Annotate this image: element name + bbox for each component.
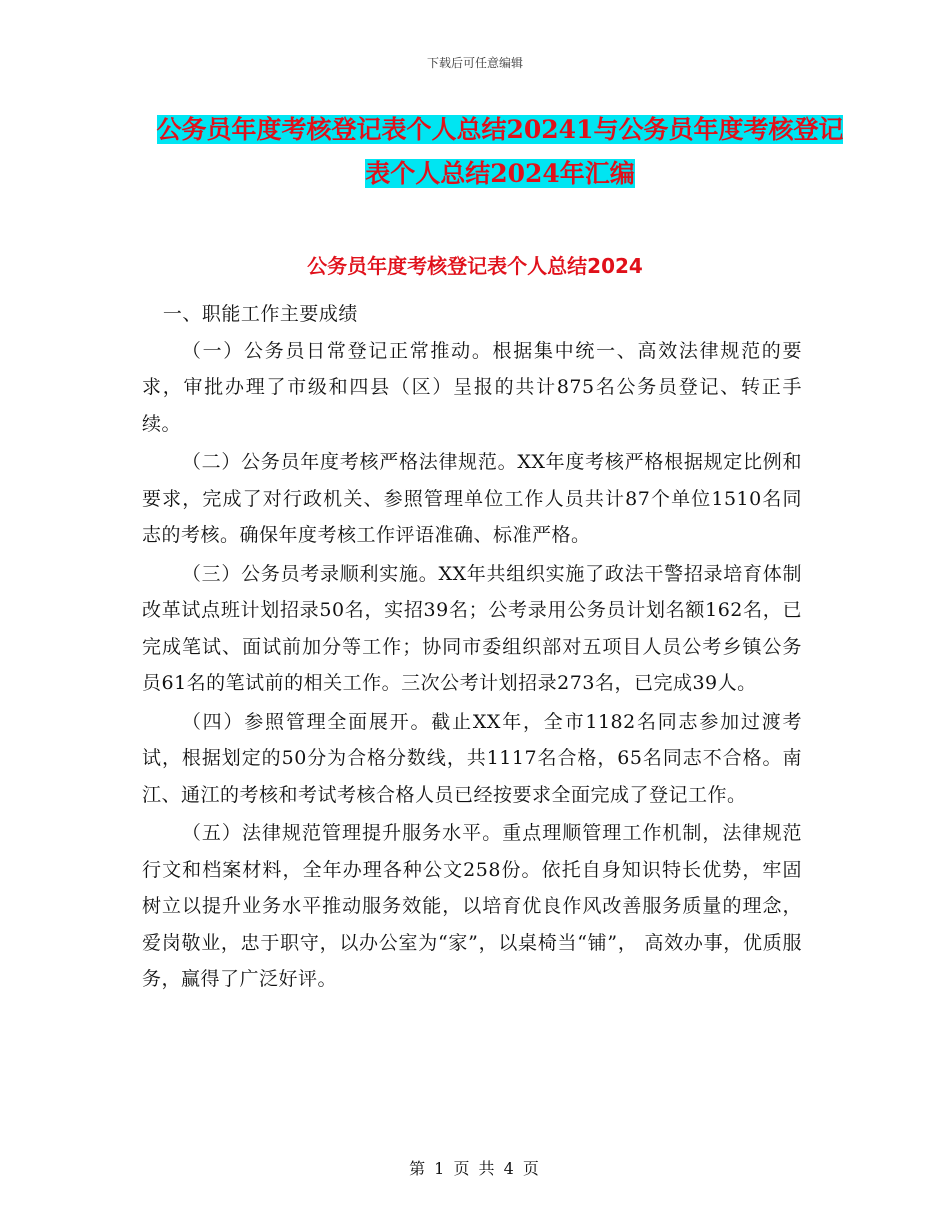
document-title bbox=[150, 108, 850, 196]
paragraph-heading: 一、职能工作主要成绩 bbox=[162, 303, 358, 325]
section-title: 公务员年度考核登记表个人总结2024 bbox=[307, 254, 643, 278]
document-title-text: 公务员年度考核登记表个人总结20241与公务员年度考核登记表个人总结2024年汇编 bbox=[156, 115, 844, 188]
document-body bbox=[142, 296, 802, 998]
paragraph-5: （五）法律规范管理提升服务水平。重点理顺管理工作机制，法律规范行文和档案材料，全年办理各种公文258份。依托自身知识特长优势，牢固树立以提升业务水平推动服务效能，以培育优良作风改善服务质量的理念，爱岗敬业，忠于职守，以办公室为“家”，以桌椅当“铺”， 高效办事，优质服务，赢得了广泛好评。 bbox=[142, 822, 802, 990]
paragraph-2: （二）公务员年度考核严格法律规范。XX年度考核严格根据规定比例和要求，完成了对行政机关、参照管理单位工作人员共计87个单位1510名同志的考核。确保年度考核工作评语准确、标准严格。 bbox=[142, 451, 802, 546]
header-note: 下载后可任意编辑 bbox=[426, 56, 523, 70]
page-number: 第 1 页 共 4 页 bbox=[409, 1159, 541, 1178]
paragraph-4: （四）参照管理全面展开。截止XX年，全市1182名同志参加过渡考试，根据划定的50分为合格分数线，共1117名合格，65名同志不合格。南江、通江的考核和考试考核合格人员已经按要求全面完成了登记工作。 bbox=[142, 710, 802, 806]
paragraph-1: （一）公务员日常登记正常推动。根据集中统一、高效法律规范的要求，审批办理了市级和四县（区）呈报的共计875名公务员登记、转正手续。 bbox=[142, 339, 802, 435]
paragraph-3: （三）公务员考录顺利实施。XX年共组织实施了政法干警招录培育体制改革试点班计划招录50名，实招39名；公考录用公务员计划名额162名，已完成笔试、面试前加分等工作；协同市委组织部对五项目人员公考乡镇公务员61名的笔试前的相关工作。三次公考计划招录273名，已完成39人。 bbox=[142, 562, 802, 694]
